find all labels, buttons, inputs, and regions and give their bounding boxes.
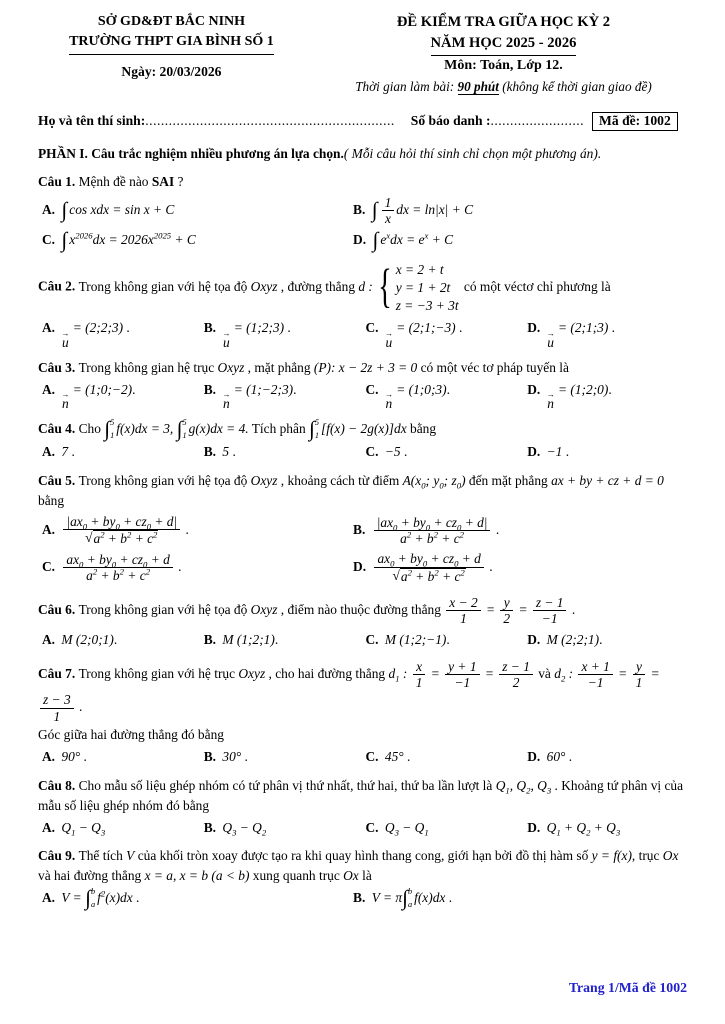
student-id-label: Số báo danh : xyxy=(410,113,491,129)
option[interactable] xyxy=(366,818,528,838)
student-name-label: Họ và tên thí sinh: xyxy=(38,113,146,129)
options-row xyxy=(38,513,689,586)
option[interactable] xyxy=(42,380,204,411)
option[interactable] xyxy=(527,818,689,838)
option-text: → n = (1;0;3). xyxy=(384,381,450,412)
option-letter: D. xyxy=(353,559,367,575)
option-text: $\frac{ax_0 + by_0 + cz_0 + d}{a^2 + b^2 + c^2}$ . xyxy=(61,559,181,574)
student-name-field[interactable]: ................................................................ xyxy=(145,113,395,129)
question-text: Trong không gian với hệ tọa độ Oxyz , đường thẳng d : { x = 2 + t y = 1 + 2t z = −3 + 3t có một véctơ chỉ phương là xyxy=(78,260,611,314)
options-row xyxy=(38,747,689,767)
option[interactable] xyxy=(42,747,204,767)
duration-line xyxy=(318,79,689,95)
option-letter: C. xyxy=(365,444,379,460)
duration-suffix: (không kể thời gian giao đề) xyxy=(498,78,652,94)
option-text: M (1;2;1). xyxy=(222,631,279,647)
question-text: Cho ∫ 5 1 f(x)dx = 3, ∫ 5 1 g(x)dx = 4. Tích phân ∫ 5 1 [f(x) − 2g(x)]dx bằng xyxy=(78,417,437,441)
part1-heading xyxy=(38,144,689,164)
option-letter: B. xyxy=(353,890,366,906)
part1-note: ( Mỗi câu hỏi thí sinh chỉ chọn một phương án). xyxy=(343,145,602,161)
option[interactable] xyxy=(204,630,366,650)
page-footer-label: Trang 1/Mã đề 1002 xyxy=(568,980,687,995)
question-text: Mệnh đề nào SAI ? xyxy=(78,173,184,189)
exam-date: Ngày: 20/03/2026 xyxy=(121,63,222,79)
options-row xyxy=(38,442,689,462)
option-text: 60° . xyxy=(546,749,573,765)
exam-title: ĐỀ KIỂM TRA GIỮA HỌC KỲ 2 xyxy=(396,14,611,30)
option-letter: A. xyxy=(42,444,56,460)
option-text: M (2;2;1). xyxy=(546,631,603,647)
question-label: Câu 9. xyxy=(38,847,79,863)
option-letter: C. xyxy=(365,631,379,647)
option-letter: D. xyxy=(527,444,541,460)
option[interactable] xyxy=(527,747,689,767)
question xyxy=(38,594,689,650)
question xyxy=(38,658,689,768)
part1-title: PHẦN I. Câu trắc nghiệm nhiều phương án lựa chọn. xyxy=(38,145,344,161)
option[interactable] xyxy=(42,442,204,462)
option-letter: A. xyxy=(42,631,56,647)
question-stem xyxy=(38,594,689,628)
option-letter: C. xyxy=(42,231,56,247)
option-letter: B. xyxy=(353,201,366,217)
department-name: SỞ GD&ĐT BẮC NINH xyxy=(97,14,246,29)
options-row xyxy=(38,318,689,349)
option[interactable] xyxy=(353,888,689,910)
option-letter: C. xyxy=(365,320,379,336)
option-letter: A. xyxy=(42,201,56,217)
option[interactable] xyxy=(353,514,689,548)
duration-prefix: Thời gian làm bài: xyxy=(355,78,458,94)
question-text: Cho mẫu số liệu ghép nhóm có tứ phân vị thứ nhất, thứ hai, thứ ba lần lượt là $Q_1$, $Q_2$, $Q_3$ . Khoảng tứ phân vị của mẫu số liệu ghép nhóm đó bằng xyxy=(38,777,684,813)
option-letter: B. xyxy=(203,631,217,647)
student-id-field[interactable]: ........................ xyxy=(490,113,585,129)
option[interactable] xyxy=(527,630,689,650)
option[interactable] xyxy=(204,442,366,462)
header-right xyxy=(318,12,689,95)
option-text: $Q_1 + Q_2 + Q_3$ xyxy=(546,819,621,838)
option[interactable] xyxy=(366,318,528,349)
question-label: Câu 2. xyxy=(38,278,79,294)
option-letter: A. xyxy=(42,381,56,397)
option-letter: B. xyxy=(203,749,217,765)
option-text: ∫ cos xdx = sin x + C xyxy=(61,198,175,223)
header-left xyxy=(38,12,305,95)
question-label: Câu 3. xyxy=(38,359,79,375)
option-letter: B. xyxy=(203,444,217,460)
option-letter: C. xyxy=(365,381,379,397)
question-text: Trong không gian với hệ trục Oxyz , cho hai đường thẳng $d_1$ : $\frac{x}{1}$ = $\frac{y + 1}{-1}$ = $\frac{z - 1}{2}$ và $d_2$ : $\frac{x + 1}{-1}$ = $\frac{y}{1}$ = $\frac{z - 3}{1}$ . xyxy=(38,666,660,715)
question-stem xyxy=(38,471,689,511)
exam-code-box: Mã đề: 1002 xyxy=(592,112,678,131)
question-label: Câu 5. xyxy=(38,472,79,488)
question xyxy=(38,846,689,910)
option[interactable] xyxy=(366,747,528,767)
option-text: → u = (2;2;3) . xyxy=(61,320,130,351)
option-text: −1 . xyxy=(546,444,570,460)
question-continuation: Góc giữa hai đường thẳng đó bằng xyxy=(38,727,224,743)
option-text: M (1;2;−1). xyxy=(384,631,450,647)
option[interactable] xyxy=(42,227,353,252)
school-name xyxy=(38,32,305,54)
option-letter: A. xyxy=(42,320,56,336)
exam-header xyxy=(38,12,689,95)
option[interactable] xyxy=(42,818,204,838)
duration-value: 90 phút xyxy=(457,78,499,94)
option-letter: A. xyxy=(42,521,56,537)
option-text: 7 . xyxy=(61,444,75,460)
question-stem xyxy=(38,846,689,886)
school-name-text: TRƯỜNG THPT GIA BÌNH SỐ 1 xyxy=(69,32,274,54)
option-letter: B. xyxy=(203,819,217,835)
option-letter: D. xyxy=(527,381,541,397)
question xyxy=(38,471,689,586)
option[interactable] xyxy=(42,888,353,910)
option[interactable] xyxy=(42,630,204,650)
option-text: −5 . xyxy=(384,444,408,460)
question xyxy=(38,259,689,349)
option-letter: D. xyxy=(527,819,541,835)
option-text: $ax_0 + by_0 + cz_0 + d$ √ $a^2 + b^2 + c^2$ . xyxy=(372,559,492,574)
option[interactable] xyxy=(42,513,353,548)
option[interactable] xyxy=(527,442,689,462)
option-letter: A. xyxy=(42,819,56,835)
questions-section xyxy=(38,172,689,910)
question-label: Câu 1. xyxy=(38,173,79,189)
subject-line: Môn: Toán, Lớp 12. xyxy=(444,58,563,74)
student-info-row xyxy=(38,112,689,131)
question xyxy=(38,358,689,411)
school-year xyxy=(318,33,689,56)
option-letter: D. xyxy=(527,631,541,647)
option-text: → n = (1;0;−2). xyxy=(61,381,136,412)
option[interactable] xyxy=(204,318,366,349)
option[interactable] xyxy=(204,747,366,767)
option[interactable] xyxy=(42,318,204,349)
page-footer xyxy=(569,980,687,996)
options-row xyxy=(38,818,689,838)
option-text: ∫ $x^{2026}dx = 2026x^{2025} + C$ xyxy=(61,227,196,252)
option[interactable] xyxy=(366,630,528,650)
option[interactable] xyxy=(527,380,689,411)
option[interactable] xyxy=(42,200,353,222)
option[interactable] xyxy=(353,550,689,585)
question-stem xyxy=(38,172,689,192)
option-letter: D. xyxy=(527,749,541,765)
options-row xyxy=(38,888,689,910)
option-text: → u = (2;1;3) . xyxy=(546,320,616,351)
option-text: $Q_3 - Q_2$ xyxy=(222,819,267,838)
option-letter: B. xyxy=(203,381,217,397)
options-row xyxy=(38,380,689,411)
option-text: → n = (1;2;0). xyxy=(546,381,612,412)
question-text: Trong không gian với hệ tọa độ Oxyz , khoảng cách từ điểm $A(x_0$; $y_0$; $z_0$) đến mặt phẳng ax + by + cz + d = 0 bằng xyxy=(38,472,664,508)
option-text: V = π ∫ b a f(x)dx . xyxy=(371,886,453,911)
question xyxy=(38,419,689,463)
option[interactable] xyxy=(353,227,689,252)
option-text: 90° . xyxy=(61,749,87,765)
question-label: Câu 8. xyxy=(38,777,79,793)
question-label: Câu 4. xyxy=(38,420,79,436)
option-letter: C. xyxy=(365,749,379,765)
question-stem xyxy=(38,259,689,316)
option[interactable] xyxy=(42,551,353,585)
option-text: 30° . xyxy=(222,749,248,765)
option-letter: B. xyxy=(353,521,366,537)
question-stem xyxy=(38,776,689,816)
options-row xyxy=(38,194,689,251)
option-letter: C. xyxy=(42,559,56,575)
option-text: → n = (1;−2;3). xyxy=(222,381,297,412)
option-letter: C. xyxy=(365,819,379,835)
option[interactable] xyxy=(366,380,528,411)
option-text: → u = (1;2;3) . xyxy=(222,320,291,351)
option-text: ∫ $\frac{1}{x}$ dx = ln|x| + C xyxy=(371,194,474,227)
question-stem xyxy=(38,358,689,378)
option[interactable] xyxy=(366,442,528,462)
option-text: 45° . xyxy=(384,749,411,765)
question-stem xyxy=(38,658,689,726)
option[interactable] xyxy=(204,818,366,838)
option-text: ∫ $e^xdx = e^x + C$ xyxy=(372,227,454,252)
option-text: → u = (2;1;−3) . xyxy=(384,320,463,351)
option[interactable] xyxy=(204,380,366,411)
question xyxy=(38,776,689,838)
question-text: Trong không gian với hệ tọa độ Oxyz , điểm nào thuộc đường thẳng $\frac{x - 2}{1}$ = $\frac{y}{2}$ = $\frac{z - 1}{-1}$ . xyxy=(78,594,576,627)
option-letter: B. xyxy=(203,320,217,336)
option-text: $Q_3 - Q_1$ xyxy=(384,819,429,838)
question-label: Câu 6. xyxy=(38,601,79,617)
option-text: $Q_1 - Q_3$ xyxy=(61,819,106,838)
option-text: 5 . xyxy=(222,444,236,460)
question-text: Trong không gian hệ trục Oxyz , mặt phẳng (P): x − 2z + 3 = 0 có một véc tơ pháp tuyến là xyxy=(78,359,569,375)
question-text: Thể tích V của khối tròn xoay được tạo ra khi quay hình thang cong, giới hạn bởi đồ thị hàm số y = f(x), trục Ox và hai đường thẳng x = a, x = b (a < b) xung quanh trục Ox là xyxy=(38,847,679,883)
option[interactable] xyxy=(353,194,689,228)
question-label: Câu 7. xyxy=(38,665,79,681)
option-letter: A. xyxy=(42,749,56,765)
option-text: V = ∫ b a $f^2(x)dx$ . xyxy=(61,886,140,911)
school-year-text: NĂM HỌC 2025 - 2026 xyxy=(431,33,577,56)
option-text: M (2;0;1). xyxy=(61,631,118,647)
option-text: $|ax_0 + by_0 + cz_0 + d|$ √ $a^2 + b^2 + c^2$ . xyxy=(61,522,188,537)
option-letter: A. xyxy=(42,890,56,906)
option-text: $\frac{|ax_0 + by_0 + cz_0 + d|}{a^2 + b^2 + c^2}$ . xyxy=(372,522,499,537)
options-row xyxy=(38,630,689,650)
question-stem xyxy=(38,419,689,441)
option-letter: D. xyxy=(527,320,541,336)
option-letter: D. xyxy=(353,231,367,247)
question xyxy=(38,172,689,252)
option[interactable] xyxy=(527,318,689,349)
